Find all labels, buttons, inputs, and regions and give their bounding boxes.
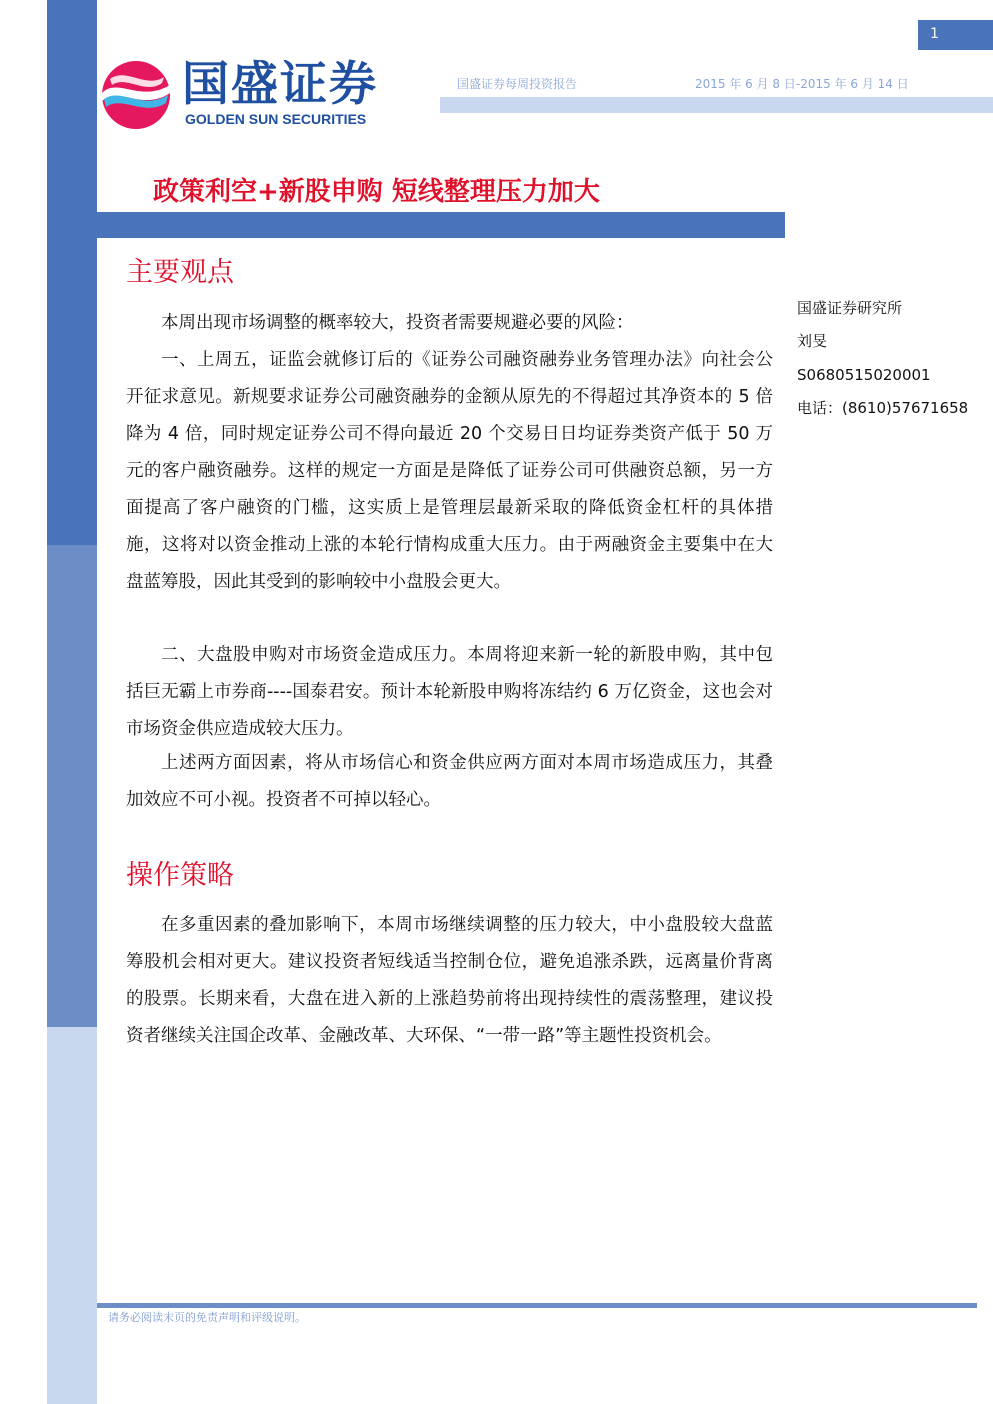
logo-chinese-name: 国盛证券: [182, 57, 378, 112]
title-band: [97, 212, 785, 238]
paragraph: 本周出现市场调整的概率较大，投资者需要规避必要的风险：: [161, 313, 634, 333]
paragraph: 在多重因素的叠加影响下，本周市场继续调整的压力较大，中小盘股较大盘蓝筹股机会相对更大。建议投资者短线适当控制仓位，避免追涨杀跌，远离量价背离的股票。长期来看，大盘在进入新的上涨趋势前将出现持续性的震荡整理，建议投资者继续关注国企改革、金融改革、大环保、“一带一路”等主题性投资机会。: [126, 915, 773, 1046]
report-headline: 政策利空+新股申购 短线整理压力加大: [153, 177, 600, 207]
section-heading-strategy: 操作策略: [126, 860, 234, 891]
author-name: 刘旻: [797, 332, 828, 350]
footer-rule: [97, 1303, 977, 1308]
author-institute: 国盛证券研究所: [797, 299, 903, 317]
report-title: 国盛证券每周投资报告: [457, 77, 578, 91]
report-date-range: 2015 年 6 月 8 日-2015 年 6 月 14 日: [695, 77, 909, 91]
left-bar-light: [47, 1027, 97, 1404]
page-number: 1: [930, 26, 939, 42]
logo-english-name: GOLDEN SUN SECURITIES: [185, 111, 367, 127]
author-cert-number: S0680515020001: [797, 366, 931, 384]
left-bar-dark: [47, 0, 97, 545]
footer-disclaimer: 请务必阅读末页的免责声明和评级说明。: [108, 1311, 306, 1324]
logo-mark-icon: [100, 59, 172, 131]
author-phone: 电话：(8610)57671658: [797, 399, 969, 417]
paragraph: 一、上周五，证监会就修订后的《证券公司融资融券业务管理办法》向社会公开征求意见。新规要求证券公司融资融券的金额从原先的不得超过其净资本的 5 倍降为 4 倍，同时规定证券公司不得向最近 20 个交易日日均证券类资产低于 50 万元的客户融资融券。这样的规定一方面是是降低了证券公司可供融资总额，另一方面提高了客户融资的门槛，这实质上是管理层最新采取的降低资金杠杆的具体措施，这将对以资金推动上涨的本轮行情构成重大压力。由于两融资金主要集中在大盘蓝筹股，因此其受到的影响较中小盘股会更大。: [126, 350, 773, 592]
section-heading-main-views: 主要观点: [126, 257, 234, 288]
header-rule: [440, 97, 993, 113]
left-bar-medium: [47, 545, 97, 1027]
paragraph: 上述两方面因素，将从市场信心和资金供应两方面对本周市场造成压力，其叠加效应不可小视。投资者不可掉以轻心。: [126, 753, 773, 810]
paragraph: 二、大盘股申购对市场资金造成压力。本周将迎来新一轮的新股申购，其中包括巨无霸上市券商----国泰君安。预计本轮新股申购将冻结约 6 万亿资金，这也会对市场资金供应造成较大压力。: [126, 645, 773, 739]
